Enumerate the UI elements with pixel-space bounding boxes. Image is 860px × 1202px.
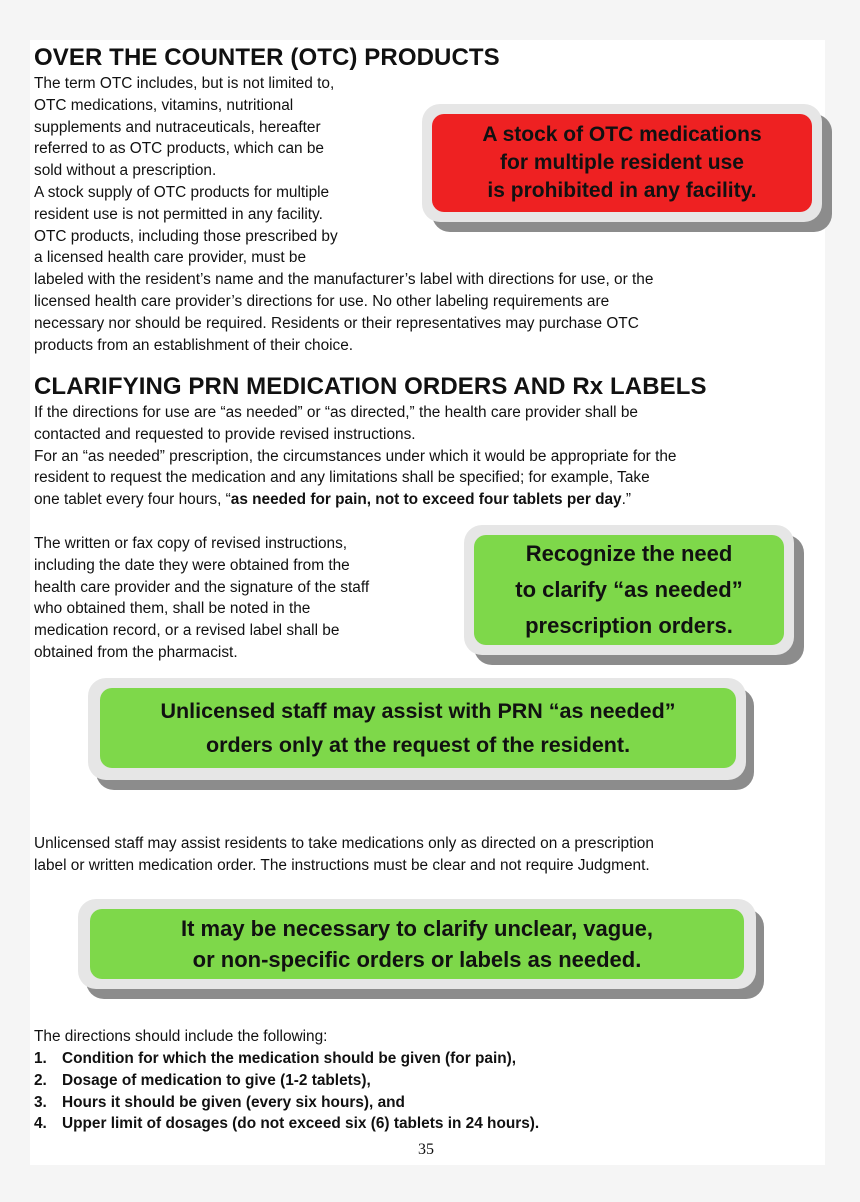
text-line: including the date they were obtained from the — [34, 556, 350, 574]
callout-line: for multiple resident use — [500, 151, 744, 174]
directions-list — [34, 1048, 539, 1135]
list-item — [34, 1113, 539, 1135]
example-line — [34, 489, 676, 511]
text-line: resident to request the medication and any limitations shall be specified; for example, Take — [34, 469, 650, 487]
text-line: health care provider and the signature of the staff — [34, 578, 370, 596]
otc-prohibited-callout — [422, 104, 832, 232]
list-item — [34, 1070, 539, 1092]
text-line: labeled with the resident’s name and the manufacturer’s label with directions for use, or the — [34, 271, 654, 289]
clarify-orders-callout — [78, 899, 764, 999]
callout-line: or non-specific orders or labels as needed. — [192, 947, 642, 972]
unlicensed-prn-callout — [88, 678, 754, 790]
text-line: sold without a prescription. — [34, 162, 217, 180]
list-text: Upper limit of dosages (do not exceed six (6) tablets in 24 hours). — [62, 1115, 540, 1133]
list-number: 3. — [34, 1093, 47, 1111]
list-item — [34, 1092, 539, 1114]
text-line: products from an establishment of their choice. — [34, 336, 354, 354]
text-line: a licensed health care provider, must be — [34, 249, 307, 267]
text-line: label or written medication order. The instructions must be clear and not require Judgment. — [34, 856, 650, 874]
text-line: medication record, or a revised label shall be — [34, 622, 340, 640]
text-line: Unlicensed staff may assist residents to take medications only as directed on a prescription — [34, 835, 654, 852]
text-line: licensed health care provider’s directions for use. No other labeling requirements are — [34, 292, 610, 310]
callout-line: to clarify “as needed” — [515, 577, 743, 602]
example-prefix: one tablet every four hours, “ — [34, 491, 231, 509]
callout-line: orders only at the request of the resident. — [205, 733, 631, 757]
callout-line: prescription orders. — [525, 613, 733, 638]
list-number: 4. — [34, 1115, 47, 1133]
callout-line: Recognize the need — [525, 541, 733, 566]
callout-line: A stock of OTC medications — [482, 123, 762, 146]
text-line: OTC medications, vitamins, nutritional — [34, 96, 294, 114]
text-line: contacted and requested to provide revised instructions. — [34, 425, 416, 443]
list-number: 1. — [34, 1050, 47, 1067]
list-text: Condition for which the medication should be given (for pain), — [62, 1050, 517, 1067]
example-suffix: .” — [621, 491, 632, 509]
text-line: A stock supply of OTC products for multiple — [34, 183, 330, 201]
section-heading-prn: CLARIFYING PRN MEDICATION ORDERS AND Rx LABELS — [34, 373, 707, 400]
text-line: supplements and nutraceuticals, hereafter — [34, 118, 321, 136]
callout-line: is prohibited in any facility. — [487, 179, 757, 202]
list-item — [34, 1048, 539, 1070]
callout-line: It may be necessary to clarify unclear, vague, — [180, 916, 653, 941]
text-line: obtained from the pharmacist. — [34, 643, 238, 661]
text-line: The term OTC includes, but is not limited to, — [34, 75, 335, 92]
text-line: who obtained them, shall be noted in the — [34, 600, 311, 618]
section-heading-otc: OVER THE COUNTER (OTC) PRODUCTS — [34, 44, 500, 71]
text-line: referred to as OTC products, which can be — [34, 140, 324, 158]
unlicensed-staff-paragraph — [34, 833, 654, 877]
recognize-callout — [464, 525, 804, 665]
text-line: The written or fax copy of revised instructions, — [34, 535, 348, 552]
text-line: If the directions for use are “as needed” or “as directed,” the health care provider shall be — [34, 404, 638, 421]
page-number: 35 — [418, 1141, 434, 1158]
text-line: For an “as needed” prescription, the circumstances under which it would be appropriate for the — [34, 447, 677, 465]
text-line: necessary nor should be required. Residents or their representatives may purchase OTC — [34, 314, 639, 332]
list-text: Dosage of medication to give (1-2 tablets), — [62, 1071, 371, 1089]
list-text: Hours it should be given (every six hours), and — [62, 1093, 405, 1111]
text-line: OTC products, including those prescribed by — [34, 227, 338, 245]
text-line: resident use is not permitted in any facility. — [34, 205, 323, 223]
list-number: 2. — [34, 1071, 47, 1089]
example-bold: as needed for pain, not to exceed four tablets per day — [230, 491, 622, 509]
directions-intro: The directions should include the following: — [34, 1028, 328, 1045]
callout-line: Unlicensed staff may assist with PRN “as needed” — [160, 699, 676, 723]
prn-paragraph — [34, 402, 676, 511]
revised-instructions-paragraph — [34, 533, 369, 664]
